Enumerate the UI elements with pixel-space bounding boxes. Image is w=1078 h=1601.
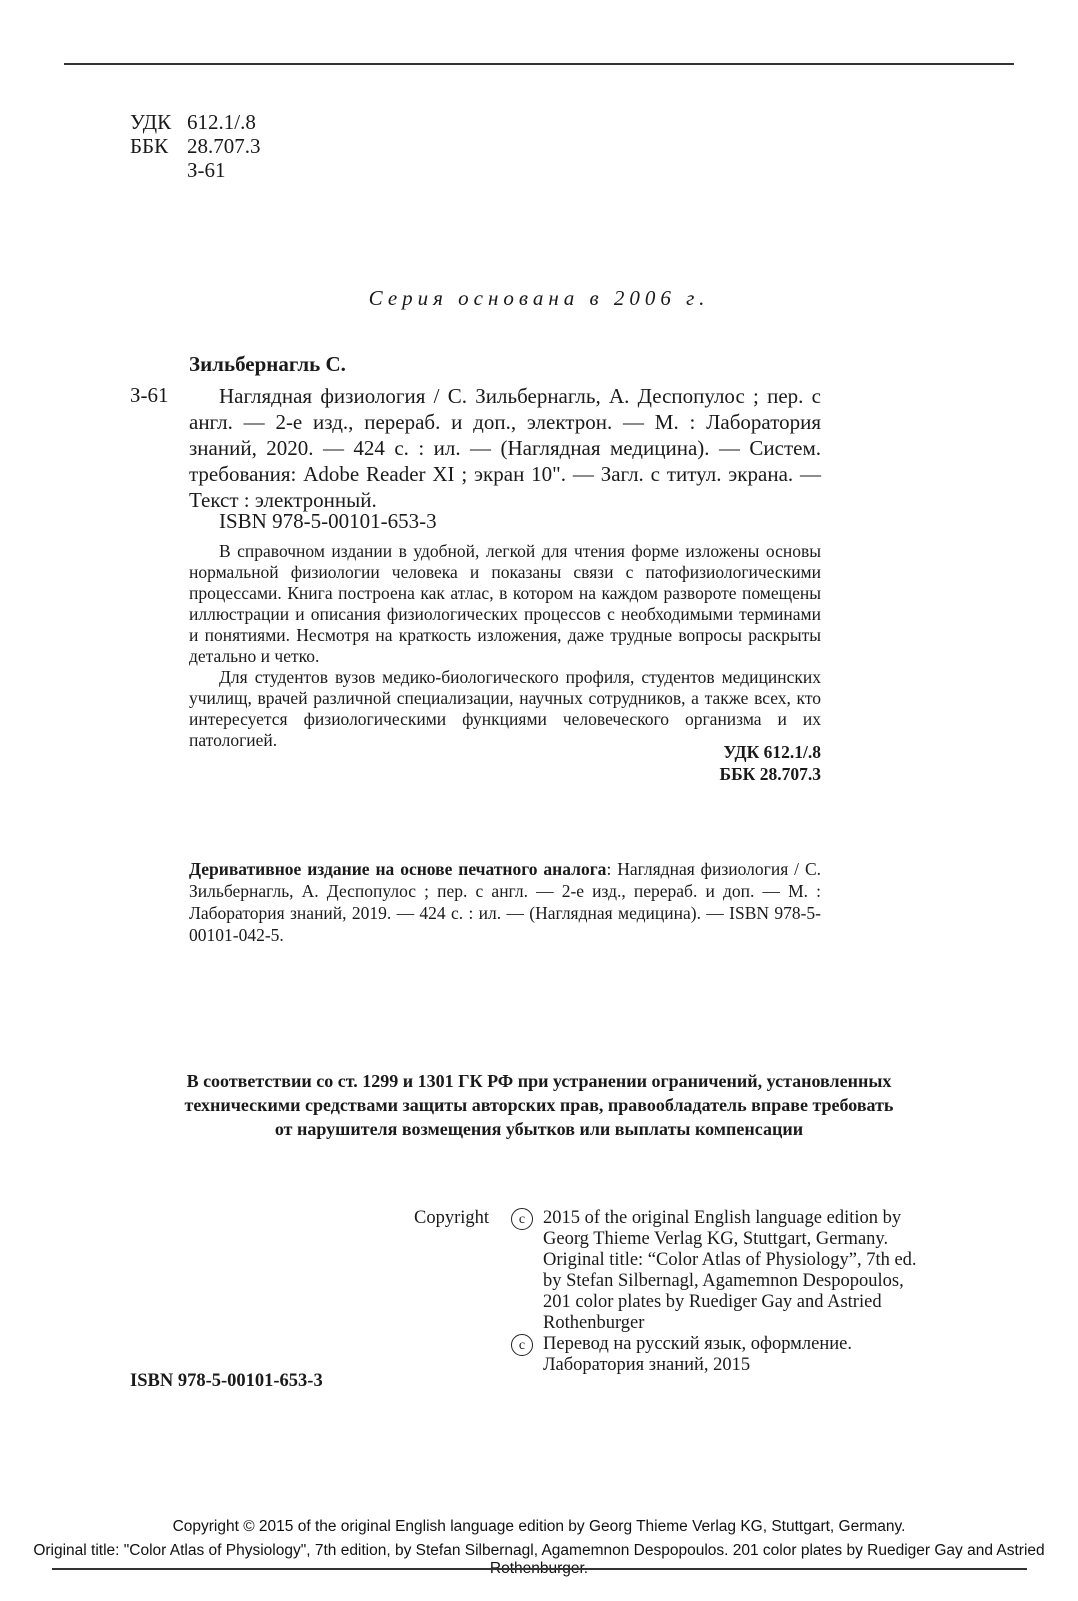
- udk-value: 612.1/.8: [187, 110, 256, 134]
- copyright-icon: c: [511, 1334, 533, 1356]
- copyright-entry-original: 2015 of the original English language edition by Georg Thieme Verlag KG, Stuttgart, Germany. Original title: “Color Atlas of Physiology”, 7th ed. by Stefan Silbernagl, Agamemnon Despopoulos, 201 color plates by Ruediger Gay and Astried Rothenburger: [543, 1208, 917, 1333]
- classification-codes: [130, 110, 261, 182]
- legal-notice: [100, 1069, 978, 1141]
- classification-bottom: [600, 741, 821, 785]
- derivative-note: [189, 858, 821, 946]
- udk-label: УДК: [130, 110, 172, 134]
- legal-line: техническими средствами защиты авторских прав, правообладатель вправе требовать: [184, 1095, 894, 1115]
- top-rule: [64, 63, 1014, 65]
- legal-line: от нарушителя возмещения убытков или выплаты компенсации: [274, 1119, 804, 1139]
- footer-title-line: Original title: "Color Atlas of Physiology", 7th edition, by Stefan Silbernagl, Agamemnon Despopoulos. 201 color plates by Ruediger Gay and Astried Rothenburger.: [33, 1542, 1045, 1577]
- udk-bottom: УДК 612.1/.8: [723, 742, 821, 762]
- bottom-rule: [52, 1568, 1027, 1570]
- copyright-icon: c: [511, 1208, 533, 1230]
- annotation-paragraph: Для студентов вузов медико-биологического профиля, студентов медицинских училищ, врачей различной специализации, научных сотрудников, а также всех, кто интересуется физиологическими функциями человеческого организма и их патологией.: [189, 667, 821, 750]
- author-heading: Зильбернагль С.: [189, 352, 346, 376]
- bbk-value: 28.707.3: [187, 134, 261, 158]
- footer-copyright-line: Copyright © 2015 of the original English language edition by Georg Thieme Verlag KG, Stuttgart, Germany.: [172, 1518, 906, 1535]
- copyright-label: Copyright: [414, 1208, 490, 1228]
- copyright-block: [414, 1208, 921, 1376]
- legal-line: В соответствии со ст. 1299 и 1301 ГК РФ при устранении ограничений, установленных: [186, 1071, 892, 1091]
- derivative-text: : Наглядная физиология / С. Зильбернагль, А. Деспопулос ; пер. с англ. — 2-е изд., перераб. и доп. — М. : Лаборатория знаний, 2019. — 424 с. : ил. — (Наглядная медицина). — ISBN 978-5-00101-042-5.: [189, 859, 821, 945]
- annotation-paragraph: В справочном издании в удобной, легкой для чтения форме изложены основы нормальной физиологии человека и показаны связи с патофизиологическими процессами. Книга построена как атлас, в котором на каждом развороте помещены иллюстрации и описания физиологических процессов с необходимыми терминами и понятиями. Несмотря на краткость изложения, даже трудные вопросы раскрыты детально и четко.: [189, 541, 821, 666]
- series-note: Серия основана в 2006 г.: [368, 286, 710, 310]
- catalog-number: З-61: [130, 383, 169, 407]
- copyright-entry-translation: Перевод на русский язык, оформление. Лаборатория знаний, 2015: [543, 1334, 852, 1375]
- bibliographic-record: Наглядная физиология / С. Зильбернагль, А. Деспопулос ; пер. с англ. — 2-е изд., перераб. и доп., электрон. — М. : Лаборатория знаний, 2020. — 424 с. : ил. — (Наглядная медицина). — Систем. требования: Adobe Reader XI ; экран 10". — Загл. с титул. экрана. — Текст : электронный.: [189, 384, 821, 512]
- author-code: З-61: [187, 158, 226, 182]
- derivative-lead: Деривативное издание на основе печатного аналога: [189, 859, 607, 879]
- annotation: [189, 541, 821, 751]
- bbk-label: ББК: [130, 134, 169, 158]
- isbn-line: ISBN 978-5-00101-653-3: [219, 509, 437, 533]
- isbn-bottom: ISBN 978-5-00101-653-3: [130, 1371, 323, 1391]
- bbk-bottom: ББК 28.707.3: [719, 764, 821, 784]
